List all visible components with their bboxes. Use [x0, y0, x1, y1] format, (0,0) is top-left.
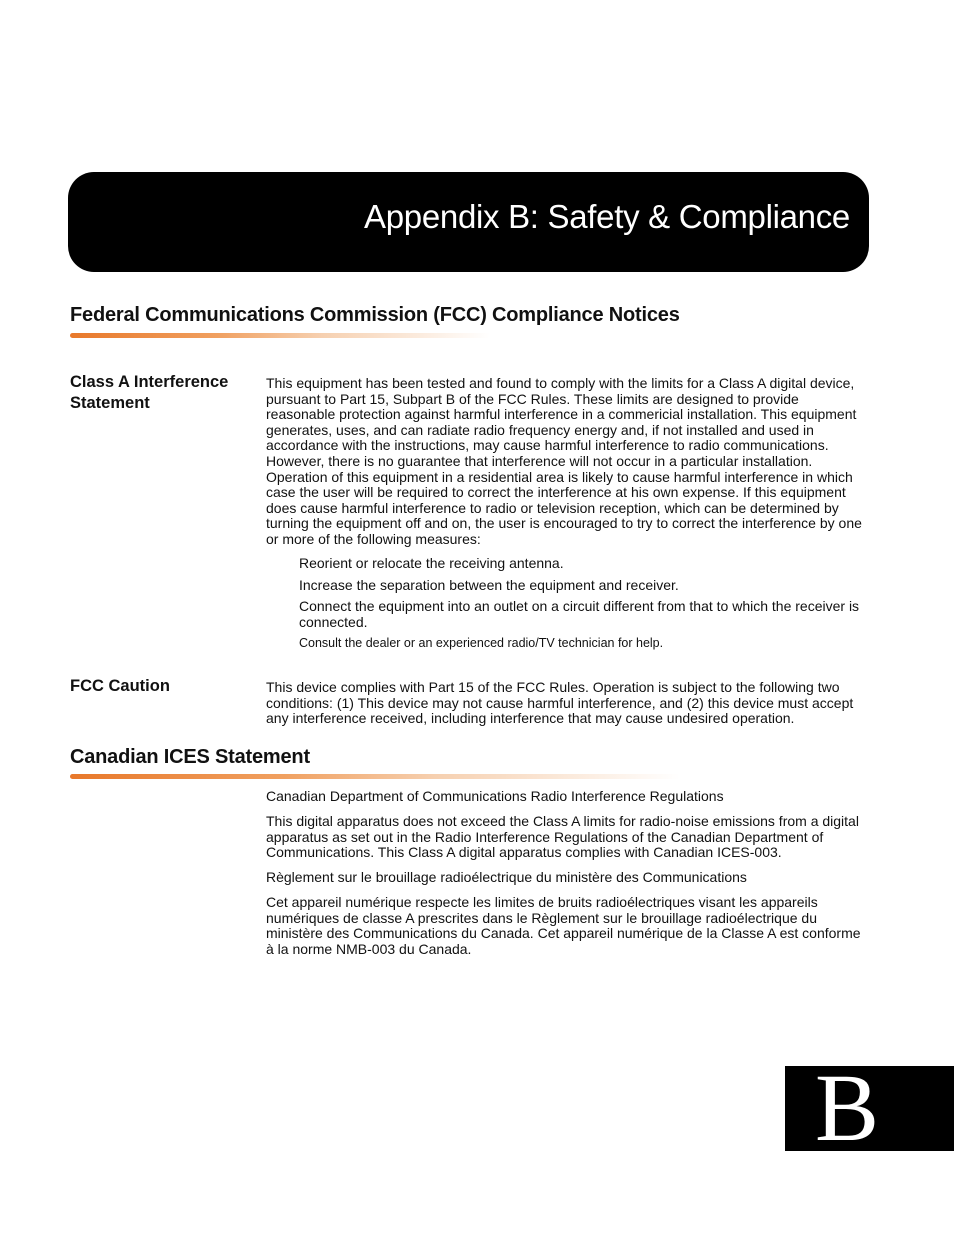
chapter-banner — [68, 172, 869, 272]
ices-paragraph: Règlement sur le brouillage radioélectrique du ministère des Communications — [266, 869, 747, 885]
fcc-caution-body: This device complies with Part 15 of the FCC Rules. Operation is subject to the following two conditions: (1) This device may not cause harmful interference, and (2) this device must accept any interference received, including interference that may cause undesired operation. — [266, 679, 854, 727]
ices-section-divider — [70, 774, 680, 779]
ices-paragraph: This digital apparatus does not exceed the Class A limits for radio-noise emissions from a digital apparatus as set out in the Radio Interference Regulations of the Canadian Department of Communications. This Class A digital apparatus complies with Canadian ICES-003. — [266, 813, 859, 861]
chapter-letter: B — [815, 1054, 880, 1161]
interference-measures-list — [299, 556, 869, 652]
ices-section-heading: Canadian ICES Statement — [70, 746, 310, 768]
page-title: Appendix B: Safety & Compliance — [364, 198, 850, 235]
list-item: Connect the equipment into an outlet on a circuit different from that to which the receiver is connected. — [299, 598, 860, 630]
chapter-tab — [785, 1054, 954, 1161]
fcc-section-divider — [70, 333, 490, 338]
fcc-caution-heading: FCC Caution — [70, 677, 170, 695]
fcc-section-heading: Federal Communications Commission (FCC) Compliance Notices — [70, 304, 680, 326]
list-item: Reorient or relocate the receiving antenna. — [299, 555, 564, 571]
class-a-heading: Class A Interference Statement — [70, 373, 229, 412]
ices-paragraph: Canadian Department of Communications Radio Interference Regulations — [266, 788, 724, 804]
list-item: Increase the separation between the equipment and receiver. — [299, 576, 679, 593]
list-item: Consult the dealer or an experienced radio/TV technician for help. — [299, 636, 664, 651]
ices-paragraph: Cet appareil numérique respecte les limites de bruits radioélectriques visant les appareils numériques de classe A prescrites dans le Règlement sur le brouillage radioélectrique du ministère des Communications du Canada. Cet appareil numérique de la Classe A est conforme à la norme NMB-003 du Canada. — [266, 894, 861, 957]
class-a-body: This equipment has been tested and found to comply with the limits for a Class A digital device, pursuant to Part 15, Subpart B of the FCC Rules. These limits are designed to provide reasonable protection against harmful interference in a commericial installation. This equipment generates, uses, and can radiate radio frequency energy and, if not installed and used in accordance with the instructions, may cause harmful interference to radio communications. However, there is no guarantee that interference will not occur in a particular installation. Operation of this equipment in a residential area is likely to cause harmful interference in which case the user will be required to correct the interference at his own expense. If this equipment does cause harmful interference to radio or television reception, which can be determined by turning the equipment off and on, the user is encouraged to try to correct the interference by one or more of the following measures: — [266, 375, 862, 547]
